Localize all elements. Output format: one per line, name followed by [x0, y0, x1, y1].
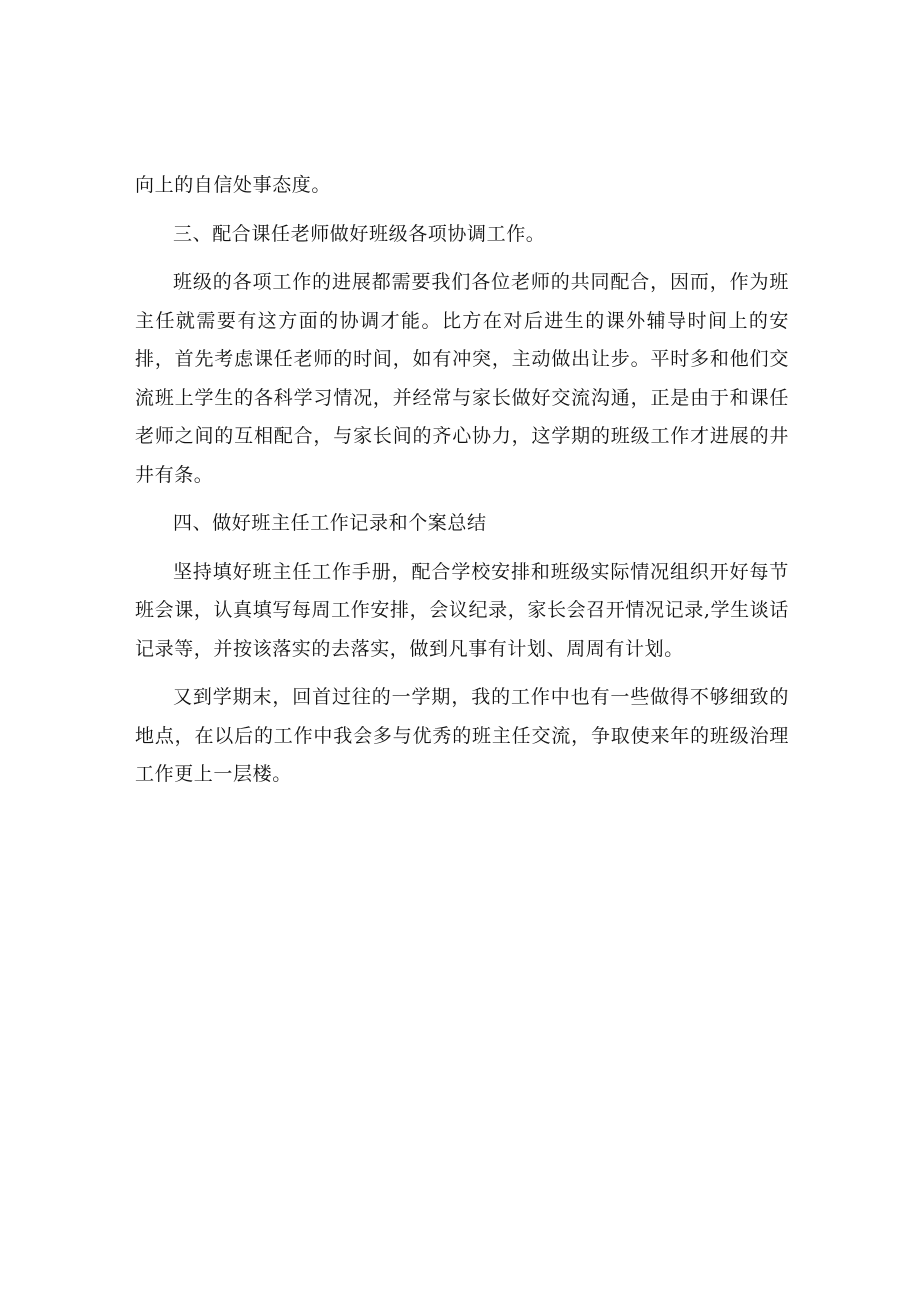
document-body [135, 166, 789, 794]
section-heading-3: 三、配合课任老师做好班级各项协调工作。 [173, 222, 546, 245]
section-heading-4: 四、做好班主任工作记录和个案总结 [173, 512, 487, 534]
paragraph-coordination: 班级的各项工作的进展都需要我们各位老师的共同配合，因而，作为班主任就需要有这方面的协调才能。比方在对后进生的课外辅导时间上的安排，首先考虑课任老师的时间，如有冲突，主动做出让步。平时多和他们交流班上学生的各科学习情况，并经常与家长做好交流沟通，正是由于和课任老师之间的互相配合，与家长间的齐心协力，这学期的班级工作才进展的井井有条。 [135, 271, 789, 486]
paragraph-continuation: 向上的自信处事态度。 [135, 174, 332, 196]
paragraph-records: 坚持填好班主任工作手册，配合学校安排和班级实际情况组织开好每节班会课，认真填写每周工作安排，会议纪录，家长会召开情况记录,学生谈话记录等，并按该落实的去落实，做到凡事有计划、周周有计划。 [135, 560, 789, 660]
paragraph-conclusion: 又到学期末，回首过往的一学期，我的工作中也有一些做得不够细致的地点，在以后的工作中我会多与优秀的班主任交流，争取使来年的班级治理工作更上一层楼。 [135, 686, 789, 785]
